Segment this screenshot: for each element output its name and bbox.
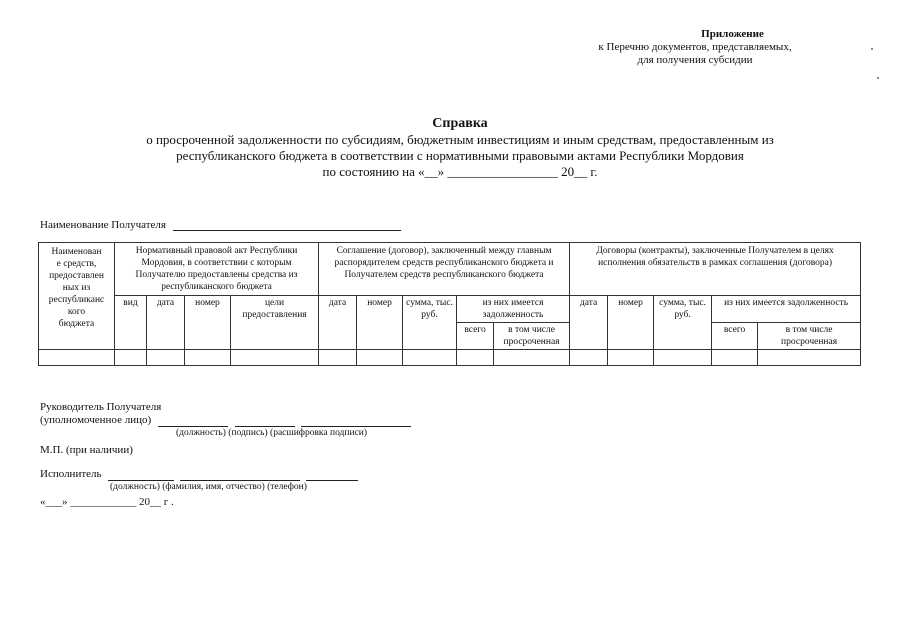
appendix-line-2: для получения субсидии [637,54,753,66]
title-line-1: о просроченной задолженности по субсидиям, бюджетным инвестициям и иным средствам, предоставленным из [146,132,774,147]
document-title-block [60,116,860,180]
scan-artifact [871,48,873,50]
appendix-line-1: к Перечню документов, представляемых, [598,41,792,53]
head-label: Руководитель Получателя [40,401,162,413]
title-line-3: по состоянию на «__» _________________ 20__ г. [322,164,598,179]
col-g1-date: дата [147,296,185,350]
col-g2-number: номер [357,296,403,350]
col-g3-sum: сумма, тыс. руб. [654,296,712,350]
col-g3-number: номер [608,296,654,350]
executor-position-field[interactable] [108,470,174,481]
head-signature-field[interactable] [235,416,295,427]
head-signature-block [40,401,411,457]
col-g2-sum: сумма, тыс. руб. [403,296,457,350]
recipient-row [40,219,401,231]
col-g2-date: дата [319,296,357,350]
col-g2-total: всего [457,323,494,350]
group-agreement: Соглашение (договор), заключенный между главным распорядителем средств республиканского бюджета и Получателем средств республиканского бюджета [319,243,570,296]
executor-caption: (должность) (фамилия, имя, отчество) (телефон) [110,482,307,492]
head-sublabel: (уполномоченное лицо) [40,414,152,426]
col-g1-type: вид [115,296,147,350]
col-fund-name: Наименован е средств, предоставлен ных из республиканс кого бюджета [39,243,115,350]
overdue-debt-table [38,242,861,366]
col-g3-date: дата [570,296,608,350]
col-g2-overdue: в том числе просроченная [494,323,570,350]
head-position-field[interactable] [158,416,228,427]
table-row [39,350,861,366]
col-g3-total: всего [712,323,758,350]
executor-block [40,468,358,509]
group-legal-act: Нормативный правовой акт Республики Мордовия, в соответствии с которым Получателю предоставлены средства из республиканского бюджета [115,243,319,296]
col-g3-debt: из них имеется задолженность [712,296,861,323]
stamp-label: М.П. (при наличии) [40,444,133,456]
col-g2-debt: из них имеется задолженность [457,296,570,323]
col-g3-overdue: в том числе просроченная [758,323,861,350]
executor-date: «___» ____________ 20__ г . [40,496,174,508]
recipient-label: Наименование Получателя [40,219,166,231]
appendix-heading: Приложение [701,28,764,40]
executor-label: Исполнитель [40,468,102,480]
group-contracts: Договоры (контракты), заключенные Получателем в целях исполнения обязательств в рамках соглашения (договора) [570,243,861,296]
head-name-field[interactable] [301,416,411,427]
document-title: Справка [432,116,488,131]
col-g1-purpose: цели предоставления [231,296,319,350]
col-g1-number: номер [185,296,231,350]
executor-name-field[interactable] [180,470,300,481]
recipient-field[interactable] [173,219,401,231]
appendix-block [575,28,815,67]
executor-phone-field[interactable] [306,470,358,481]
title-line-2: республиканского бюджета в соответствии с нормативными правовыми актами Республики Мордовия [176,148,744,163]
head-caption: (должность) (подпись) (расшифровка подписи) [176,428,368,438]
scan-artifact [877,77,879,79]
